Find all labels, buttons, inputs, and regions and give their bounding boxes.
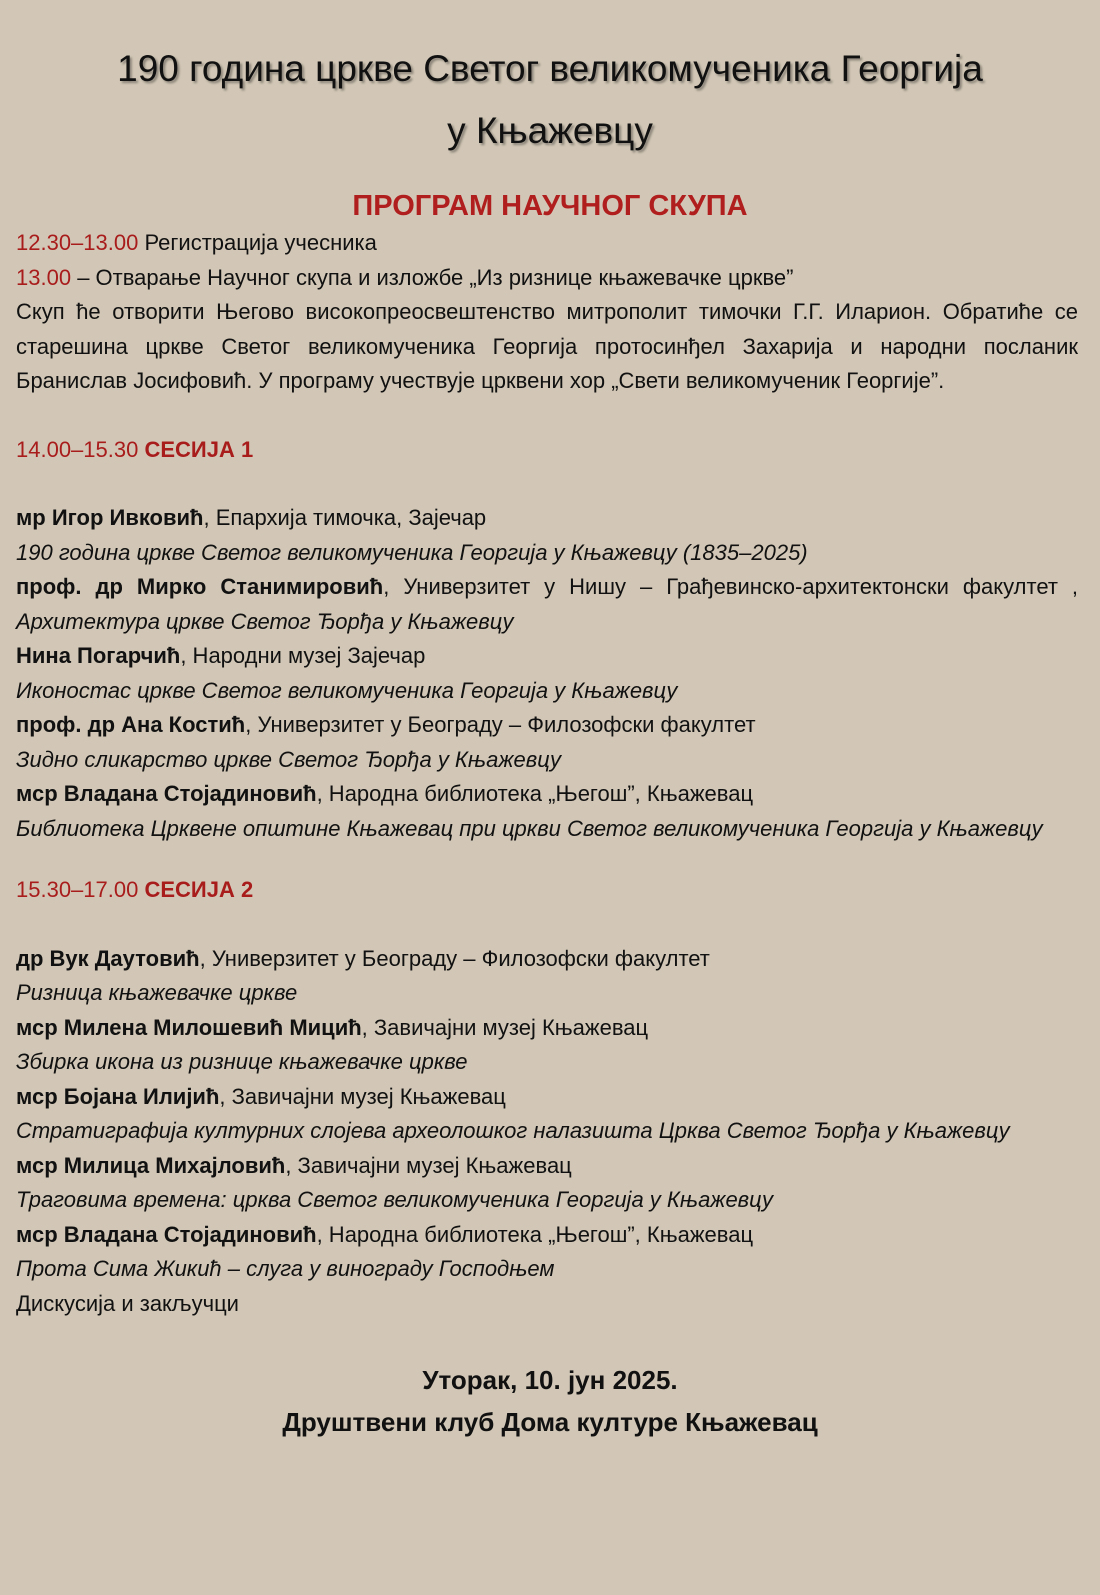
footer: [0, 1359, 1100, 1443]
speaker-name: мср Милица Михајловић: [16, 1152, 286, 1178]
speaker-entry: [16, 942, 1078, 977]
speaker-entry: [16, 570, 1078, 639]
event-date: Уторак, 10. јун 2025.: [422, 1365, 678, 1395]
speaker-affiliation: , Универзитет у Београду – Филозофски факултет: [245, 712, 756, 737]
registration-text: Регистрација учесника: [144, 230, 377, 255]
session1-header: [16, 433, 1078, 468]
speaker-entry: [16, 639, 1078, 674]
speaker-name: др Вук Даутовић: [16, 945, 200, 971]
speaker-entry: [16, 708, 1078, 743]
session1-label: СЕСИЈА 1: [144, 436, 254, 462]
session2-label: СЕСИЈА 2: [144, 877, 254, 902]
title-line-1: 190 година цркве Светог великомученика Георгија: [117, 48, 983, 89]
speaker-name: проф. др Мирко Станимировић: [16, 574, 384, 599]
speaker-name: Нина Погарчић: [16, 643, 181, 668]
talk-topic: [16, 536, 1078, 571]
speaker-entry: [16, 1011, 1078, 1046]
talk-topic: [16, 743, 1078, 778]
talk-topic: [16, 976, 1078, 1011]
event-venue: Друштвени клуб Дома културе Књажевац: [282, 1407, 818, 1437]
registration-time: 12.30–13.00: [16, 230, 139, 255]
page-title: [0, 0, 1100, 162]
talk-topic: [16, 674, 1078, 709]
speaker-entry: [16, 1218, 1078, 1253]
speaker-affiliation: , Народни музеј Зајечар: [180, 643, 426, 668]
speaker-entry: [16, 1149, 1078, 1184]
registration-line: [16, 226, 1078, 261]
speaker-affiliation: , Завичајни музеј Књажевац: [219, 1083, 506, 1109]
speaker-entry: [16, 777, 1078, 812]
speaker-entry: [16, 1080, 1078, 1115]
speaker-affiliation: , Универзитет у Београду – Филозофски факултет: [199, 945, 710, 971]
session1-time: 14.00–15.30: [16, 436, 139, 462]
speaker-affiliation: , Народна библиотека „Његош”, Књажевац: [316, 781, 754, 806]
speaker-name: мср Владана Стојадиновић: [16, 781, 317, 806]
talk-topic-text: Зидно сликарство цркве Светог Ђорђа у Књажевцу: [16, 746, 562, 772]
speaker-name: мср Милена Милошевић Мицић: [16, 1014, 362, 1040]
talk-topic-text: Збирка икона из ризнице књажевачке цркве: [16, 1049, 468, 1074]
speaker-affiliation: , Народна библиотека „Његош”, Књажевац: [316, 1221, 754, 1247]
title-line-2: у Књажевцу: [447, 110, 653, 151]
speaker-affiliation: , Универзитет у Нишу – Грађевинско-архитектонски факултет ,: [383, 574, 1078, 599]
closing-line: Дискусија и закључци: [16, 1290, 239, 1316]
talk-topic-text: Стратиграфија културних слојева археолошког налазишта Црква Светог Ђорђа у Књажевцу: [16, 1118, 1010, 1143]
program-heading: ПРОГРАМ НАУЧНОГ СКУПА: [352, 190, 748, 222]
talk-topic: [16, 1183, 1078, 1218]
speaker-name: мср Бојана Илијић: [16, 1083, 220, 1109]
opening-paragraph: Скуп ће отворити Његово високопреосвештенство митрополит тимочки Г.Г. Иларион. Обратиће се старешина цркве Светог великомученика Георгија протосинђел Захарија и народни посланик Бранислав Јосифовић. У програму учествује црквени хор „Свети великомученик Георгије”.: [16, 299, 1078, 393]
talk-topic-text: Архитектура цркве Светог Ђорђа у Књажевцу: [16, 608, 514, 634]
talk-topic: [16, 1252, 1078, 1287]
talk-topic-text: Ризница књажевачке цркве: [16, 980, 298, 1005]
spacer: [16, 846, 1078, 873]
speaker-affiliation: , Завичајни музеј Књажевац: [285, 1152, 572, 1178]
spacer: [16, 908, 1078, 942]
session2-time: 15.30–17.00: [16, 877, 139, 902]
speaker-name: проф. др Ана Костић: [16, 712, 246, 737]
speaker-affiliation: , Епархија тимочка, Зајечар: [203, 505, 487, 530]
talk-topic-text: 190 година цркве Светог великомученика Георгија у Књажевцу (1835–2025): [16, 539, 808, 565]
speaker-affiliation: , Завичајни музеј Књажевац: [361, 1014, 649, 1040]
speaker-name: мср Владана Стојадиновић: [16, 1221, 317, 1247]
talk-topic-text: Иконостас цркве Светог великомученика Георгија у Књажевцу: [16, 677, 678, 703]
talk-topic: [16, 1114, 1078, 1149]
talk-topic: [16, 812, 1078, 847]
talk-topic-text: Траговима времена: црква Светог великомученика Георгија у Књажевцу: [16, 1187, 773, 1212]
session2-list: [16, 942, 1078, 1322]
talk-topic: [16, 1045, 1078, 1080]
speaker-entry: [16, 501, 1078, 536]
session1-list: [16, 501, 1078, 846]
opening-text: – Отварање Научног скупа и изложбе „Из ризнице књажевачке цркве”: [77, 264, 794, 290]
talk-topic-text: Библиотека Црквене општине Књажевац при цркви Светог великомученика Георгија у Књажевцу: [16, 815, 1043, 841]
spacer: [16, 467, 1078, 501]
opening-time: 13.00: [16, 264, 72, 290]
opening-line: [16, 261, 1078, 296]
session2-header: [16, 873, 1078, 908]
spacer: [16, 399, 1078, 433]
talk-topic-text: Прота Сима Жикић – слуга у винограду Господњем: [16, 1256, 555, 1281]
program-content: [0, 226, 1100, 1321]
speaker-name: мр Игор Ивковић: [16, 505, 204, 530]
